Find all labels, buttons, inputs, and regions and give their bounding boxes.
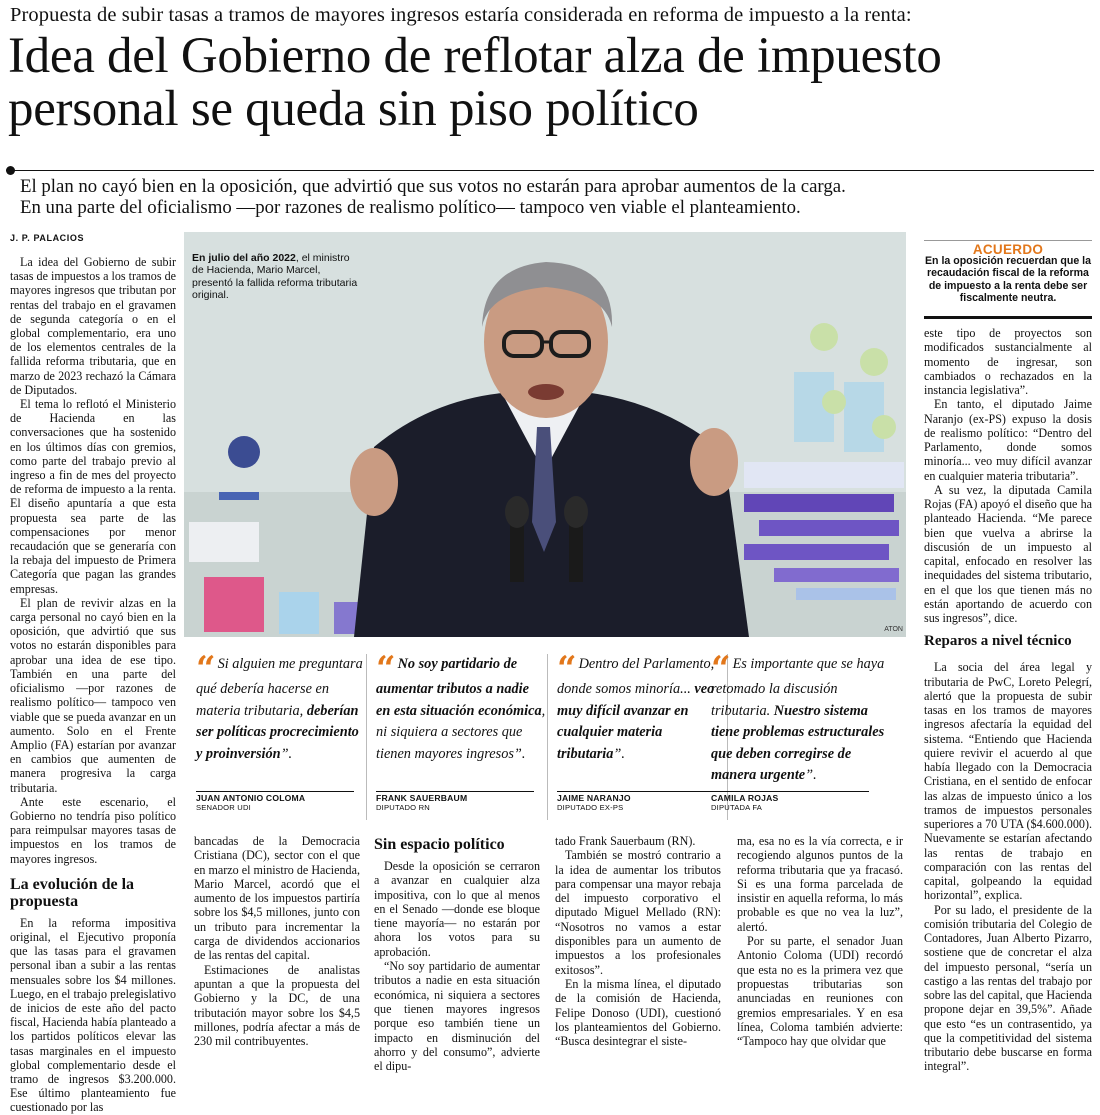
quote-mark-icon: “: [196, 649, 216, 689]
sidebar-rule: [924, 316, 1092, 319]
photo-caption-bold: En julio del año 2022: [192, 252, 296, 264]
photo-caption: [192, 252, 362, 301]
column-4: [555, 834, 721, 1048]
quote-author-role: DIPUTADA FA: [711, 803, 763, 812]
subhead-evolucion: La evolución de la propuesta: [10, 875, 135, 910]
paragraph: En la misma línea, el diputado de la comisión de Hacienda, Felipe Donoso (UDI), cuestionó los planteamientos del Gobierno. “Busca desintegrar el siste-: [555, 976, 721, 1049]
photo-caption-text: , el ministro de Hacienda, Mario Marcel, presentó la fallida reforma tributaria original.: [192, 252, 358, 301]
paragraph: “No soy partidario de aumentar tributos a nadie en esta situación económica, ni siquiera a sectores que tienen mayores ingresos porque eso también tiene un impacto en disminución del ahorro y del consumo”, advierte el dipu-: [374, 959, 540, 1074]
paragraph: este tipo de proyectos son modificados sustancialmente al momento de ingresar, son cambiados o rechazados en la instancia legislativa”.: [924, 326, 1092, 397]
sidebar-text: En la oposición recuerdan que la recaudación fiscal de la reforma de impuesto a la renta debe ser fiscalmente neutra.: [924, 255, 1091, 304]
quote-text: ”.: [613, 745, 625, 762]
quote-text: ”.: [280, 745, 293, 762]
quote-rule: [196, 791, 354, 792]
quote-rule: [711, 791, 869, 792]
column-2: [194, 834, 360, 1048]
quote-text: , ni siquiera a sectores que tienen mayores ingresos”.: [376, 702, 546, 762]
paragraph: ma, esa no es la vía correcta, e ir recogiendo algunos puntos de la reforma tributaria que ya fracasó. Si es una forma parcelada de insistir en aquella reforma, lo más probable es que no vea la luz”, alertó.: [737, 834, 903, 934]
paragraph: El tema lo reflotó el Ministerio de Hacienda en las conversaciones que ha sostenido en los últimos días con gremios, como parte del trabajo previo al ingreso a fin de mes del proyecto de reforma de impuesto a la renta. El diseño apuntaría a que esta propuesta sea parte de las compensaciones por menor recaudación que se generaría con la rebaja del impuesto de Primera Categoría que pagan las grandes empresas.: [10, 397, 176, 596]
quote-2: [376, 649, 546, 765]
quote-text: Dentro del Parlamento, donde somos minoría...: [557, 656, 715, 697]
quote-3: [557, 649, 727, 765]
kicker: Propuesta de subir tasas a tramos de mayores ingresos estaría considerada en reforma de impuesto a la renta:: [10, 4, 912, 26]
quote-rule: [376, 791, 534, 792]
quote-author-role: DIPUTADO EX-PS: [557, 803, 624, 812]
quote-text-bold: Nuestro sistema tiene problemas estructurales que deben corregirse de manera urgente: [711, 702, 885, 783]
quote-4: [711, 649, 897, 787]
photo-credit: ATON: [884, 626, 903, 633]
paragraph: En tanto, el diputado Jaime Naranjo (ex-PS) expuso la dosis de realismo político: “Dentro del Parlamento, donde somos minoría... veo muy difícil avanzar en cualquier materia tributaria”.: [924, 397, 1092, 483]
subhead-reparos: Reparos a nivel técnico: [924, 633, 1072, 650]
quote-text: Si alguien me preguntara qué debería hacerse en materia tributaria,: [196, 656, 363, 719]
quote-author-name: CAMILA ROJAS: [711, 793, 779, 803]
paragraph: Desde la oposición se cerraron a avanzar en cualquier alza impositiva, con lo que al menos en el Senado —donde ese bloque tiene mayoría— no estarán por ahora los votos para su aprobación.: [374, 859, 540, 959]
byline: J. P. PALACIOS: [10, 233, 85, 243]
paragraph: El plan de revivir alzas en la carga personal no cayó bien en la oposición, que advirtió que sus votos no estarán disponibles para aprobar una idea de ese tipo. También en una parte del oficialismo —por razones de realismo político— tampoco ven viable que se pueda avanzar en un aumento. Solo en el Frente Amplio (FA) estarían por avanzar en cambios que aumenten de manera progresiva la carga tributaria.: [10, 595, 176, 795]
quote-text-bold: deberían ser políticas procrecimiento y proinversión: [196, 702, 359, 762]
paragraph: Por su parte, el senador Juan Antonio Coloma (UDI) recordó que esta no es la primera vez que propuestas tributarias son anunciadas en reuniones con gremios empresariales. Y en esa línea, Coloma también advierte: “Tampoco hay que olvidar que: [737, 934, 903, 1049]
quote-author-role: SENADOR UDI: [196, 803, 251, 812]
paragraph: La idea del Gobierno de subir tasas de impuestos a los tramos de mayores ingresos que tributan por rentas del trabajo en el gravamen de segunda categoría o en el global complementario, era uno de los elementos centrales de la fallida reforma tributaria, que en marzo de 2023 rechazó la Cámara de Diputados.: [10, 255, 176, 397]
paragraph: A su vez, la diputada Camila Rojas (FA) apoyó el diseño que ha planteado Hacienda. “Me parece bien que vuelva a abrirse la discusión de un impuesto al capital, enfocado en resolver las inequidades del sistema tributario, en el que los que tienen más no están aportando de acuerdo con sus ingresos”, dice.: [924, 482, 1092, 625]
sidebar-label: ACUERDO: [924, 240, 1092, 257]
column-3: [374, 834, 540, 1073]
paragraph: En la reforma impositiva original, el Ejecutivo proponía que las tasas para el gravamen personal iban a subir a las rentas mensuales sobre los $4 millones. Luego, en el trabajo prelegislativo de inicios de este año del pacto fiscal, Hacienda había planteado a los partidos políticos elevar las tasas marginales en el impuesto global complementario desde el tramo de ingresos $3.200.000. Ese último planteamiento fue cuestionado por las: [10, 915, 176, 1115]
deck-line-1: El plan no cayó bien en la oposición, que advirtió que sus votos no estarán para aprobar aumentos de la carga.: [20, 176, 846, 197]
column-1: [10, 255, 176, 1115]
paragraph: Ante este escenario, el Gobierno no tendría piso político para reimpulsar mayores tasas de impuestos en los tramos de mayores ingresos.: [10, 794, 176, 866]
quote-author-role: DIPUTADO RN: [376, 803, 430, 812]
photo: [184, 232, 906, 637]
divider: [547, 654, 548, 820]
quote-text: Es importante que se haya retomado la discusión tributaria.: [711, 656, 885, 719]
headline: Idea del Gobierno de reflotar alza de impuesto personal se queda sin piso político: [8, 28, 942, 137]
deck: [20, 176, 1090, 218]
top-rule: [6, 170, 1094, 171]
quote-author-name: JAIME NARANJO: [557, 793, 631, 803]
deck-line-2: En una parte del oficialismo —por razones de realismo político— tampoco ven viable el planteamiento.: [20, 197, 801, 218]
quote-mark-icon: “: [711, 649, 731, 689]
paragraph: Estimaciones de analistas apuntan a que la propuesta del Gobierno y la DC, de una tributación mayor sobre los $4,5 millones, podría afectar a más de 230 mil contribuyentes.: [194, 962, 360, 1049]
quote-1: [196, 649, 366, 765]
quote-mark-icon: “: [557, 649, 577, 689]
paragraph: tado Frank Sauerbaum (RN).: [555, 834, 696, 848]
divider: [366, 654, 367, 820]
paragraph: bancadas de la Democracia Cristiana (DC), sector con el que en marzo el ministro de Hacienda, Mario Marcel, acordó que el aumento de los impuestos partiría sobre los $4,5 millones, junto con un tributo para incrementar la carga de dividendos accionarios de las rentas del capital.: [194, 834, 360, 963]
quote-mark-icon: “: [376, 649, 396, 689]
paragraph: La socia del área legal y tributaria de PwC, Loreto Pelegrí, alertó que la propuesta de subir tasas en los tramos de mayores ingresos afectaría la equidad del sistema. “Entiendo que Hacienda quiere revivir el acuerdo al que había llegado con la Democracia Cristiana, en el sentido de enfocar las alzas de impuesto único a los tramos de impuestos personales superiores a 70 UTA ($4.600.000). Nuevamente se estarían afectando las rentas de trabajo en comparación con las rentas del capital, golpeando la equidad horizontal”, explica.: [924, 660, 1092, 903]
quote-author-name: JUAN ANTONIO COLOMA: [196, 793, 306, 803]
subhead-sin-espacio: Sin espacio político: [374, 836, 505, 853]
quote-text-bold: No soy partidario de aumentar tributos a nadie en esta situación económica: [376, 656, 542, 719]
quote-author-name: FRANK SAUERBAUM: [376, 793, 468, 803]
column-5: [737, 834, 903, 1048]
quote-rule: [557, 791, 715, 792]
paragraph: Por su lado, el presidente de la comisión tributaria del Colegio de Contadores, Juan Alberto Pizarro, sostiene que de concretar el alza del impuesto personal, “sería un castigo a las rentas del trabajo por sobre las del capital, que Hacienda propone dejar en 39,5%”. Añade que esto “es un contrasentido, ya que la competitividad del sistema tributario debe buscarse en forma integral”.: [924, 902, 1092, 1074]
quote-text-bold: veo muy difícil avanzar en cualquier materia tributaria: [557, 681, 715, 762]
column-right: [924, 326, 1092, 1074]
quote-text: ”.: [805, 767, 817, 783]
paragraph: También se mostró contrario a la idea de aumentar los tributos para compensar una mayor rebaja del impuesto corporativo el diputado Miguel Mellado (RN): “Nosotros no vamos a estar disponibles para un aumento de impuestos a los profesionales exitosos”.: [555, 848, 721, 977]
